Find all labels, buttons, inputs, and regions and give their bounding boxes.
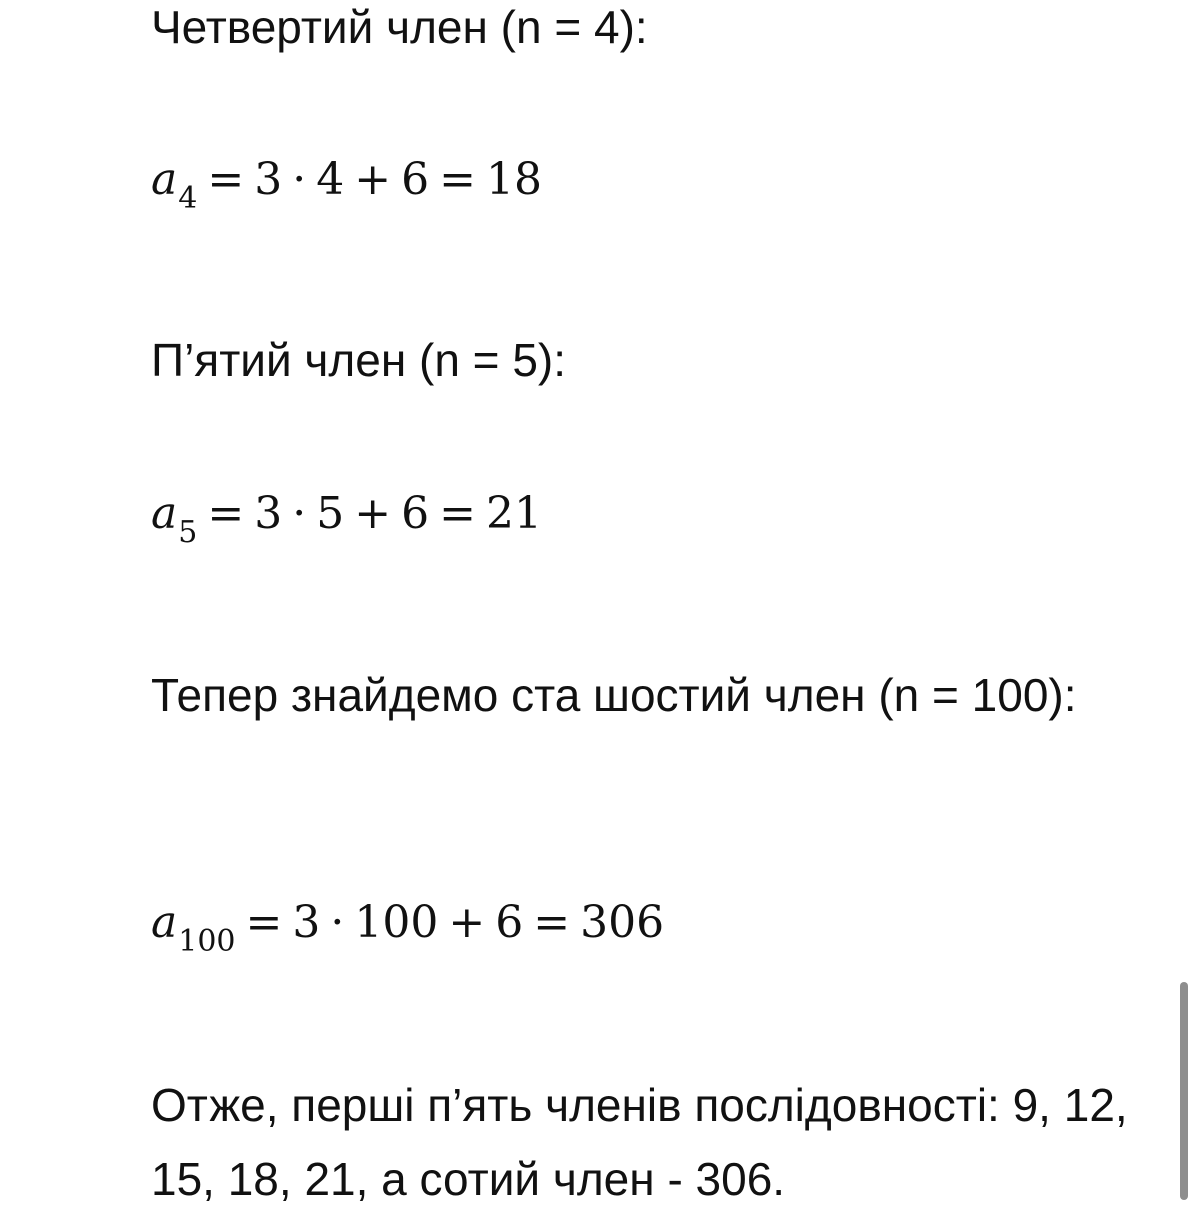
formula-a5-eq: = xyxy=(207,488,245,539)
conclusion-paragraph: Отже, перші п’ять членів послідовності: 9, 12, 15, 18, 21, а сотий член - 306. xyxy=(151,1079,1128,1205)
formula-a4-eq2: = xyxy=(439,154,476,205)
formula-a100-var: a xyxy=(151,897,178,948)
formula-a100-sub: 100 xyxy=(178,924,236,959)
formula-a4-eq: = xyxy=(207,154,245,205)
fourth-term-heading: Четвертий член (n = 4): xyxy=(151,1,648,53)
formula-a5-dot: · xyxy=(292,488,307,539)
formula-a5-var: a xyxy=(151,488,178,539)
formula-a5-const: 6 xyxy=(401,488,430,539)
formula-a5-n: 5 xyxy=(316,488,345,539)
formula-a100-coef: 3 xyxy=(292,897,321,948)
formula-a100-n: 100 xyxy=(354,897,439,948)
formula-a100-result: 306 xyxy=(580,897,665,948)
formula-a5-coef: 3 xyxy=(254,488,283,539)
formula-a4-var: a xyxy=(151,154,178,205)
formula-a5-eq2: = xyxy=(439,488,476,539)
formula-a5-result: 21 xyxy=(485,488,542,539)
formula-a5-plus: + xyxy=(354,488,392,539)
formula-a4-coef: 3 xyxy=(254,154,283,205)
formula-a100-eq: = xyxy=(245,897,283,948)
formula-a100-const: 6 xyxy=(495,897,524,948)
formula-a100-dot: · xyxy=(330,897,345,948)
fifth-term-heading: П’ятий член (n = 5): xyxy=(151,334,567,386)
formula-a5-sub: 5 xyxy=(178,515,198,550)
formula-a5 xyxy=(151,484,542,549)
formula-a4-sub: 4 xyxy=(178,181,198,216)
formula-a4-const: 6 xyxy=(401,154,430,205)
formula-a4 xyxy=(151,150,542,215)
hundredth-term-heading: Тепер знайдемо ста шостий член (n = 100): xyxy=(151,669,1077,721)
formula-a100-plus: + xyxy=(448,897,486,948)
formula-a4-n: 4 xyxy=(316,154,345,205)
formula-a100 xyxy=(151,893,664,958)
vertical-scrollbar[interactable] xyxy=(1180,982,1188,1200)
formula-a4-plus: + xyxy=(354,154,392,205)
formula-a4-dot: · xyxy=(292,154,307,205)
formula-a100-eq2: = xyxy=(533,897,571,948)
formula-a4-result: 18 xyxy=(485,154,542,205)
